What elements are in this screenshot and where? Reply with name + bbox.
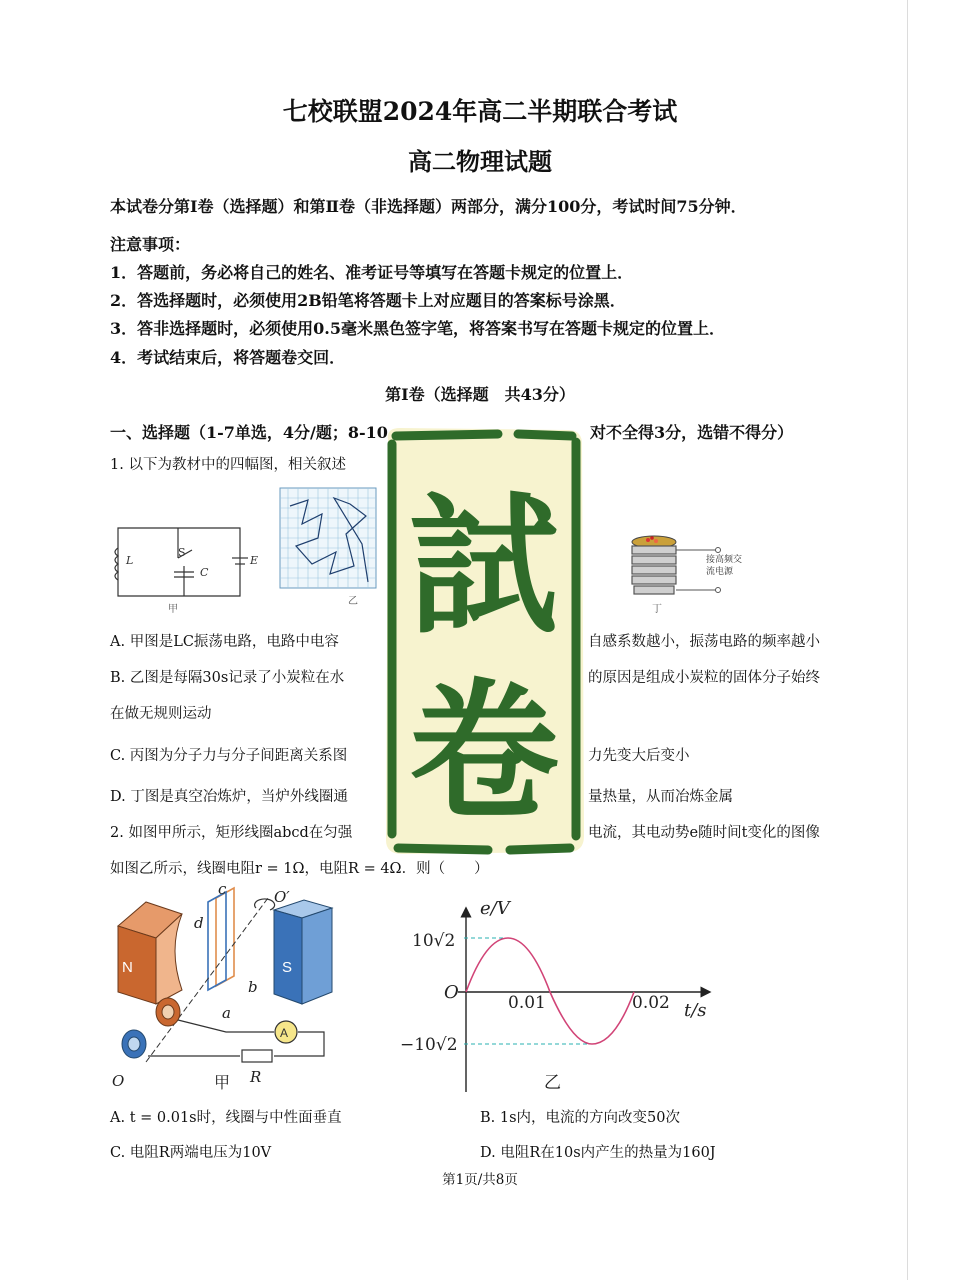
q1-option-d-right: 量热量，从而冶炼金属 [588,789,733,805]
fig-jia-caption: 甲 [168,604,178,614]
fig2-yi-caption: 乙 [544,1073,561,1093]
graph-trough-label: −10√2 [400,1035,458,1055]
exam-intro: 本试卷分第Ⅰ卷（选择题）和第Ⅱ卷（非选择题）两部分，满分100分，考试时间75分钟． [110,197,747,216]
furnace-note-2: 流电源 [706,567,734,577]
circuit-label-S: S [178,546,186,559]
q1-stem: 1. 以下为教材中的四幅图，相关叙述 [110,457,346,473]
graph-tick-2: 0.02 [632,993,670,1013]
q1-option-a-right: 自感系数越小，振荡电路的频率越小 [588,634,820,650]
q2-option-c: C. 电阻R两端电压为10V [110,1145,272,1161]
resistor-label-r: R [250,1068,262,1086]
q1-option-b-line2: 在做无规则运动 [110,706,212,722]
emf-time-graph [400,898,720,1098]
q1-option-d-left: D. 丁图是真空冶炼炉，当炉外线圈通 [110,789,348,805]
q2-stem-right: 电流，其电动势e随时间t变化的图像 [588,825,820,841]
magnet-s-label: S [282,959,293,976]
fig-yi-caption: 乙 [348,596,358,607]
fig2-jia-caption: 甲 [214,1073,231,1090]
coil-label-b: b [248,978,258,996]
graph-ylabel: e/V [480,898,510,919]
graph-origin: O [444,982,459,1003]
emf-sine-curve [466,938,634,1044]
resistor-symbol [242,1050,272,1062]
page-footer: 第1页/共8页 [442,1172,518,1188]
q1-option-b-left: B. 乙图是每隔30s记录了小炭粒在水 [110,670,345,686]
circuit-label-L: L [126,554,134,567]
magnet-n-label: N [122,959,133,976]
q2-option-d: D. 电阻R在10s内产生的热量为160J [480,1145,716,1161]
ammeter-label: A [280,1026,289,1040]
q2-option-a: A. t = 0.01s时，线圈与中性面垂直 [110,1110,342,1126]
note-item-2: 2．答选择题时，必须使用2B铅笔将答题卡上对应题目的答案标号涂黑． [110,291,626,310]
circuit-label-E: E [250,554,259,567]
page-edge-line [907,0,908,1280]
exam-title: 七校联盟2024年高二半期联合考试 [282,97,678,126]
generator-figure [106,880,346,1090]
q1-option-c-left: C. 丙图为分子力与分子间距离关系图 [110,748,348,764]
note-item-1: 1．答题前，务必将自己的姓名、准考证号等填写在答题卡规定的位置上． [110,263,634,282]
graph-peak-label: 10√2 [412,931,456,951]
note-item-4: 4．考试结束后，将答题卷交回． [110,348,346,367]
fig-ding-caption: 丁 [652,604,662,615]
q2-stem-left: 2. 如图甲所示，矩形线圈abcd在匀强 [110,825,353,841]
section-heading-right: 对不全得3分，选错不得分） [590,423,794,442]
brownian-grid-figure [278,486,378,608]
section-heading-left: 一、选择题（1-7单选，4分/题；8-10 [110,423,388,442]
q2-stem-line2: 如图乙所示，线圈电阻r = 1Ω，电阻R = 4Ω．则（ ） [110,861,489,877]
coil-label-a: a [222,1004,231,1022]
furnace-note-1: 接高频交 [706,555,743,565]
axis-label-o-prime: O′ [274,888,290,906]
q1-option-a-left: A. 甲图是LC振荡电路，电路中电容 [110,634,339,650]
notes-heading: 注意事项： [110,235,191,254]
graph-xlabel: t/s [684,1000,707,1021]
lc-circuit-figure [100,518,260,614]
part1-heading: 第Ⅰ卷（选择题 共43分） [385,385,575,404]
exam-stamp [378,422,590,860]
note-item-3: 3．答非选择题时，必须使用0.5毫米黑色签字笔，将答案书写在答题卡规定的位置上． [110,319,725,338]
vacuum-furnace-figure [622,524,752,616]
coil-label-d: d [194,914,204,932]
axis-label-o: O [112,1072,125,1090]
exam-subtitle: 高二物理试题 [408,147,552,176]
q1-option-b-right: 的原因是组成小炭粒的固体分子始终 [588,670,820,686]
stamp-char-2: 卷 [408,664,560,840]
q2-option-b: B. 1s内，电流的方向改变50次 [480,1110,680,1126]
stamp-char-1: 試 [408,478,560,654]
graph-tick-1: 0.01 [508,993,546,1013]
q1-option-c-right: 力先变大后变小 [588,748,690,764]
circuit-label-C: C [200,566,209,579]
coil-label-c: c [218,880,227,898]
